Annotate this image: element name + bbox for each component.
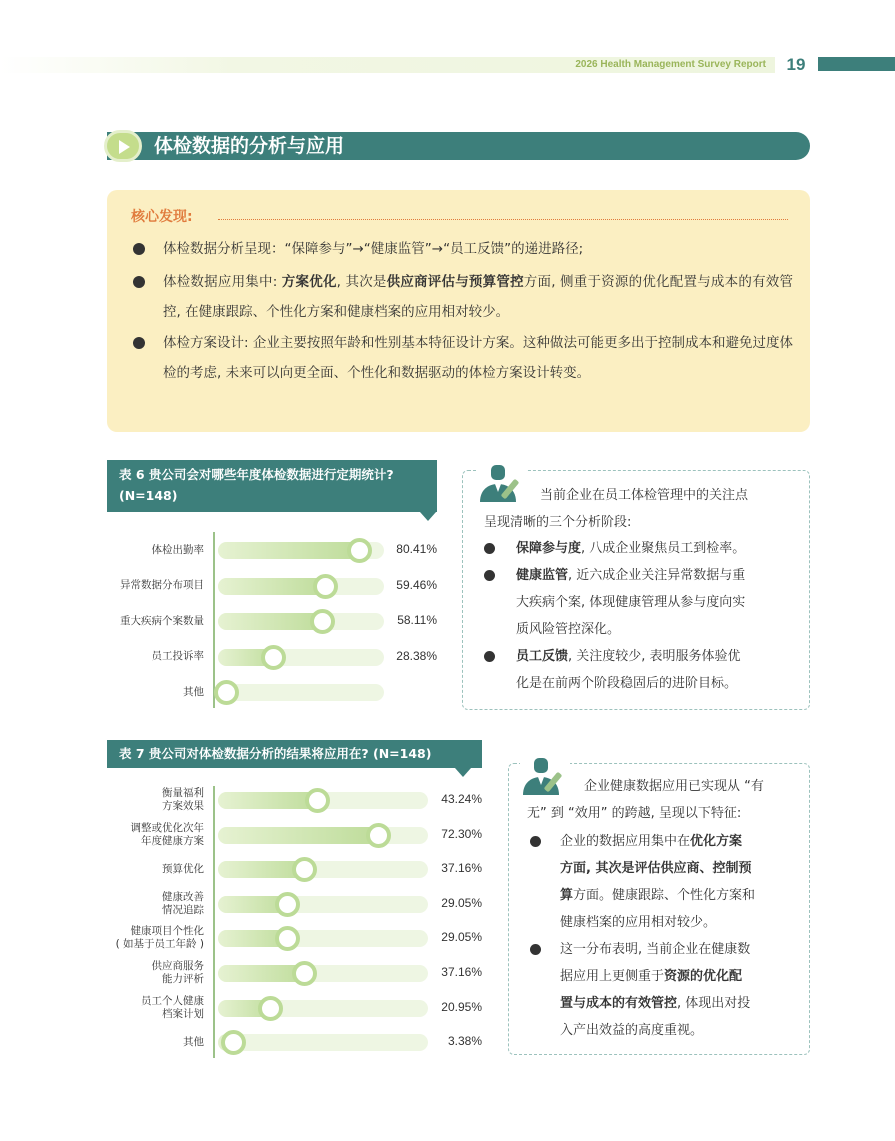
category-label: 健康项目个性化 ( 如基于员工年龄 ) (115, 925, 204, 951)
bar-track (218, 542, 384, 559)
finding-3: 体检方案设计: 企业主要按照年龄和性别基本特征设计方案。这种做法可能更多出于控制成本和避免过度体检的考虑, 未来可以向更全面、个性化和数据驱动的体检方案设计转变。 (163, 335, 793, 381)
category-label: 体检出勤率 (151, 543, 204, 556)
insight2-intro-2: 无” 到 “效用” 的跨越, 呈现以下特征: (527, 806, 742, 821)
category-label: 预算优化 (162, 862, 204, 875)
bar-end-marker (275, 926, 300, 951)
play-icon (104, 130, 142, 162)
value-label: 3.38% (447, 1034, 482, 1049)
insight1-item-3-line2: 化是在前两个阶段稳固后的进阶目标。 (516, 676, 738, 691)
bar-end-marker (313, 574, 338, 599)
header-accent-bar (818, 57, 895, 71)
value-label: 20.95% (441, 999, 482, 1014)
category-label: 衡量福利 方案效果 (162, 787, 204, 812)
bar-track (218, 896, 428, 913)
bullet-icon (133, 337, 145, 349)
table7-title: 表 7 贵公司对体检数据分析的结果将应用在? (N=148) (107, 740, 482, 768)
category-label: 其他 (183, 1035, 204, 1048)
insight2-item-2-line3: 置与成本的有效管控, 体现出对投 (560, 996, 751, 1011)
value-label: 43.24% (441, 792, 482, 806)
table7-axis (213, 786, 215, 1058)
bar (218, 827, 388, 844)
bar-end-marker (261, 645, 286, 670)
bar-track (218, 827, 428, 844)
insight1-intro-2: 呈现清晰的三个分析阶段: (484, 515, 632, 530)
value-label: 37.16% (441, 965, 482, 979)
value-label: 29.05% (441, 895, 482, 910)
dotted-divider (218, 219, 788, 220)
bar-end-marker (221, 1030, 246, 1055)
insight2-intro-1: 企业健康数据应用已实现从 “有 (584, 779, 764, 794)
table6-axis (213, 532, 215, 708)
analyst-icon (477, 462, 527, 508)
section-title: 体检数据的分析与应用 (154, 135, 345, 157)
bar-end-marker (366, 823, 391, 848)
bar-end-marker (258, 996, 283, 1021)
insight1-item-2-line2: 大疾病个案, 体现健康管理从参与度向实 (516, 595, 746, 610)
bar-track (218, 1000, 428, 1017)
bar-track (218, 965, 428, 982)
analyst-icon (520, 755, 570, 801)
insight2-item-2: 这一分布表明, 当前企业在健康数 (560, 942, 751, 957)
insight1-item-1: 保障参与度, 八成企业聚焦员工到检率。 (516, 541, 746, 556)
insight2-item-1-line4: 健康档案的应用相对较少。 (560, 915, 717, 930)
bar-track (218, 792, 428, 809)
bullet-icon (530, 836, 541, 847)
table7-pointer (455, 768, 471, 777)
insight2-item-1-line3: 算方面。健康跟踪、个性化方案和 (560, 888, 756, 903)
insight2-item-2-line4: 入产出效益的高度重视。 (560, 1023, 704, 1038)
insight1-item-3: 员工反馈, 关注度较少, 表明服务体验优 (516, 649, 741, 664)
key-findings-label: 核心发现: (131, 209, 193, 225)
insight2-item-1: 企业的数据应用集中在优化方案 (560, 834, 743, 849)
category-label: 其他 (183, 685, 204, 698)
bar-track (218, 613, 384, 630)
bar-track (218, 684, 384, 701)
value-label: 58.11% (397, 613, 437, 627)
bullet-icon (133, 243, 145, 255)
category-label: 重大疾病个案数量 (120, 614, 204, 627)
category-label: 员工个人健康 档案计划 (141, 994, 204, 1020)
insight2-item-2-line2: 据应用上更侧重于资源的优化配 (560, 969, 743, 984)
bullet-icon (484, 570, 495, 581)
bullet-icon (530, 944, 541, 955)
bullet-icon (484, 651, 495, 662)
value-label: 28.38% (396, 648, 437, 663)
report-title: 2026 Health Management Survey Report (575, 59, 766, 70)
value-label: 72.30% (441, 826, 482, 841)
bar-end-marker (292, 857, 317, 882)
table6-title: 表 6 贵公司会对哪些年度体检数据进行定期统计? (N=148) (107, 460, 437, 512)
insight1-item-2: 健康监管, 近六成企业关注异常数据与重 (516, 568, 746, 583)
insight2-item-1-line2: 方面, 其次是评估供应商、控制预 (560, 861, 752, 876)
bar-track (218, 1034, 428, 1051)
value-label: 59.46% (396, 577, 437, 592)
page-number: 19 (786, 55, 806, 74)
bar-end-marker (275, 892, 300, 917)
table6-pointer (420, 512, 436, 521)
insight1-intro-1: 当前企业在员工体检管理中的关注点 (540, 488, 749, 503)
bar-end-marker (292, 961, 317, 986)
category-label: 异常数据分布项目 (120, 579, 204, 591)
category-label: 调整或优化次年 年度健康方案 (130, 821, 204, 847)
category-label: 员工投诉率 (151, 650, 204, 662)
bar-track (218, 930, 428, 947)
insight1-item-2-line3: 质风险管控深化。 (516, 622, 621, 637)
category-label: 健康改善 情况追踪 (162, 890, 204, 916)
bar-track (218, 861, 428, 878)
value-label: 80.41% (396, 542, 437, 556)
bar-end-marker (305, 788, 330, 813)
category-label: 供应商服务 能力评析 (151, 960, 204, 985)
bar-track (218, 649, 384, 666)
finding-2: 体检数据应用集中: 方案优化, 其次是供应商评估与预算管控方面, 侧重于资源的优化配置与成本的有效管控, 在健康跟踪、个性化方案和健康档案的应用相对较少。 (163, 274, 793, 320)
bar-end-marker (310, 609, 335, 634)
bullet-icon (133, 276, 145, 288)
bar-end-marker (347, 538, 372, 563)
value-label: 29.05% (441, 930, 482, 945)
bullet-icon (484, 543, 495, 554)
value-label: 37.16% (441, 861, 482, 876)
bar-track (218, 578, 384, 595)
bar-end-marker (214, 680, 239, 705)
finding-1: 体检数据分析呈现：“保障参与”→“健康监管”→“员工反馈”的递进路径; (163, 241, 584, 257)
